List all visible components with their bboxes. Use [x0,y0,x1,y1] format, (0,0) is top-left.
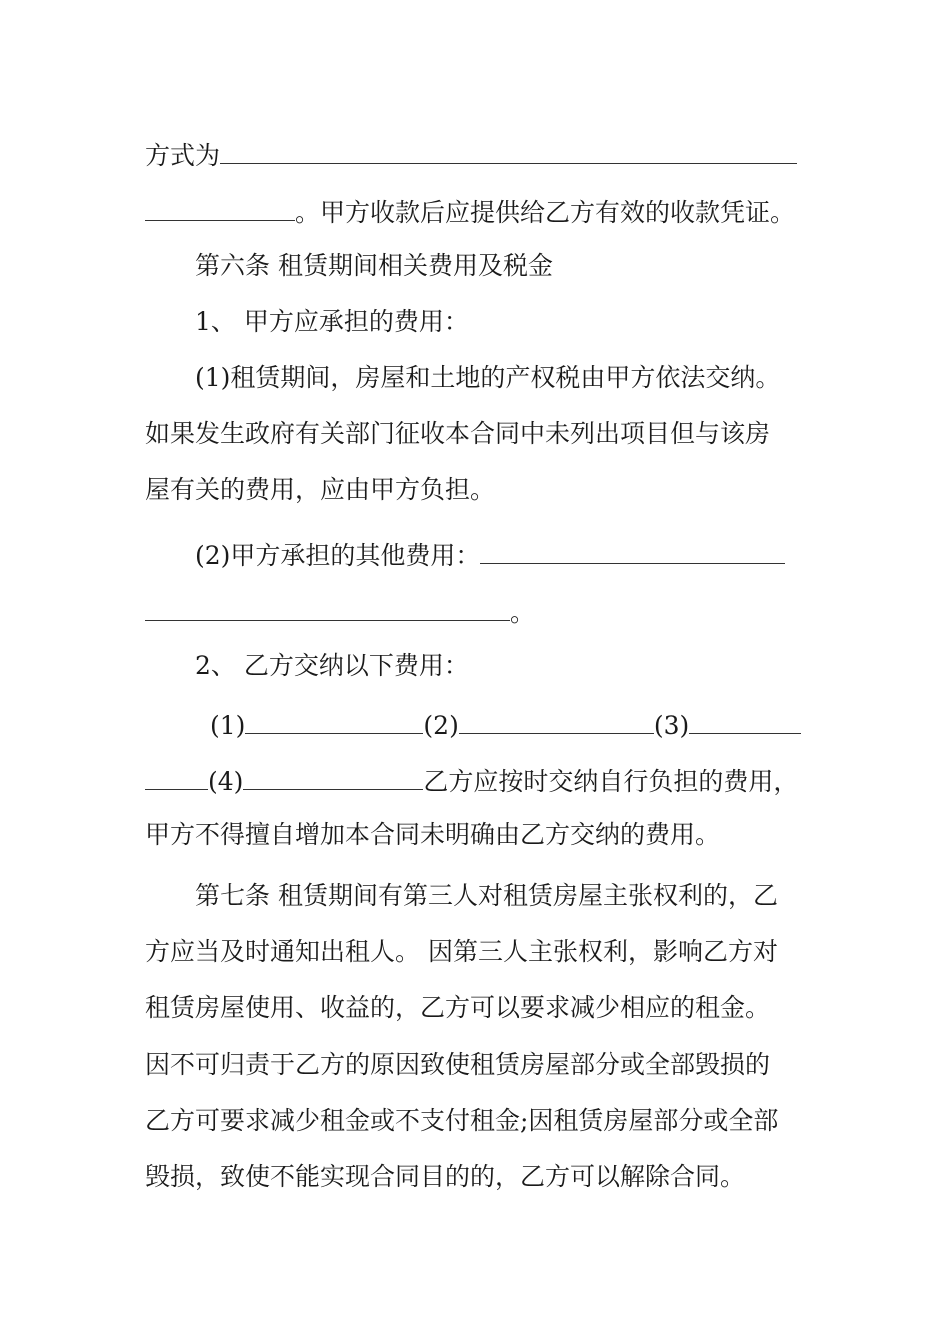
article-7-line-6: 毁损，致使不能实现合同目的的，乙方可以解除合同。 [145,1162,746,1191]
clause-a2-cont [145,590,807,630]
article-7-line-3: 租赁房屋使用、收益的，乙方可以要求减少相应的租金。 [145,993,771,1022]
fee-item-4-label: (4) [208,767,244,796]
article-7-line-1: 第七条 租赁期间有第三人对租赁房屋主张权利的，乙 [195,881,778,910]
clause-a2-line [195,533,807,573]
party-a-fees-heading: 1、 甲方应承担的费用： [195,307,469,336]
party-b-fees-items [210,703,807,743]
receipt-line [145,190,807,230]
clause-a1-cont-2: 屋有关的费用，应由甲方负担。 [145,475,496,504]
article-7-line-4: 因不可归责于乙方的原因致使租赁房屋部分或全部毁损的 [145,1050,771,1079]
fee-item-3-blank[interactable] [689,703,801,734]
party-b-obligation-cont: 甲方不得擅自增加本合同未明确由乙方交纳的费用。 [145,820,721,849]
party-b-fees-items-cont [145,759,807,799]
clause-a1-line: (1)租赁期间，房屋和土地的产权税由甲方依法交纳。 [195,363,781,392]
clause-a2-blank[interactable] [480,533,785,564]
article-6-heading: 第六条 租赁期间相关费用及税金 [195,251,553,280]
fee-item-3-label: (3) [653,711,690,740]
article-7-line-5: 乙方可要求减少租金或不支付租金;因租赁房屋部分或全部 [145,1106,779,1135]
fee-item-4-blank[interactable] [243,759,423,790]
clause-a2-label: (2)甲方承担的其他费用： [195,541,481,570]
fee-item-2-blank[interactable] [459,703,654,734]
receipt-text: 。甲方收款后应提供给乙方有效的收款凭证。 [295,198,796,227]
payment-method-blank[interactable] [220,133,797,164]
payment-method-line [145,133,807,173]
payment-method-label: 方式为 [145,141,221,170]
article-7-line-2: 方应当及时通知出租人。 因第三人主张权利，影响乙方对 [145,937,778,966]
party-b-fees-heading: 2、 乙方交纳以下费用： [195,651,469,680]
fee-item-2-label: (2) [423,711,459,740]
fee-item-1-label: (1) [210,711,246,740]
clause-a2-blank-2[interactable] [145,590,510,621]
receipt-blank[interactable] [145,190,295,221]
fee-item-3-blank-cont[interactable] [145,759,208,790]
clause-a1-cont-1: 如果发生政府有关部门征收本合同中未列出项目但与该房 [145,419,771,448]
party-b-obligation-text: 乙方应按时交纳自行负担的费用， [423,767,799,796]
fee-item-1-blank[interactable] [245,703,423,734]
clause-a2-end: 。 [510,598,536,627]
